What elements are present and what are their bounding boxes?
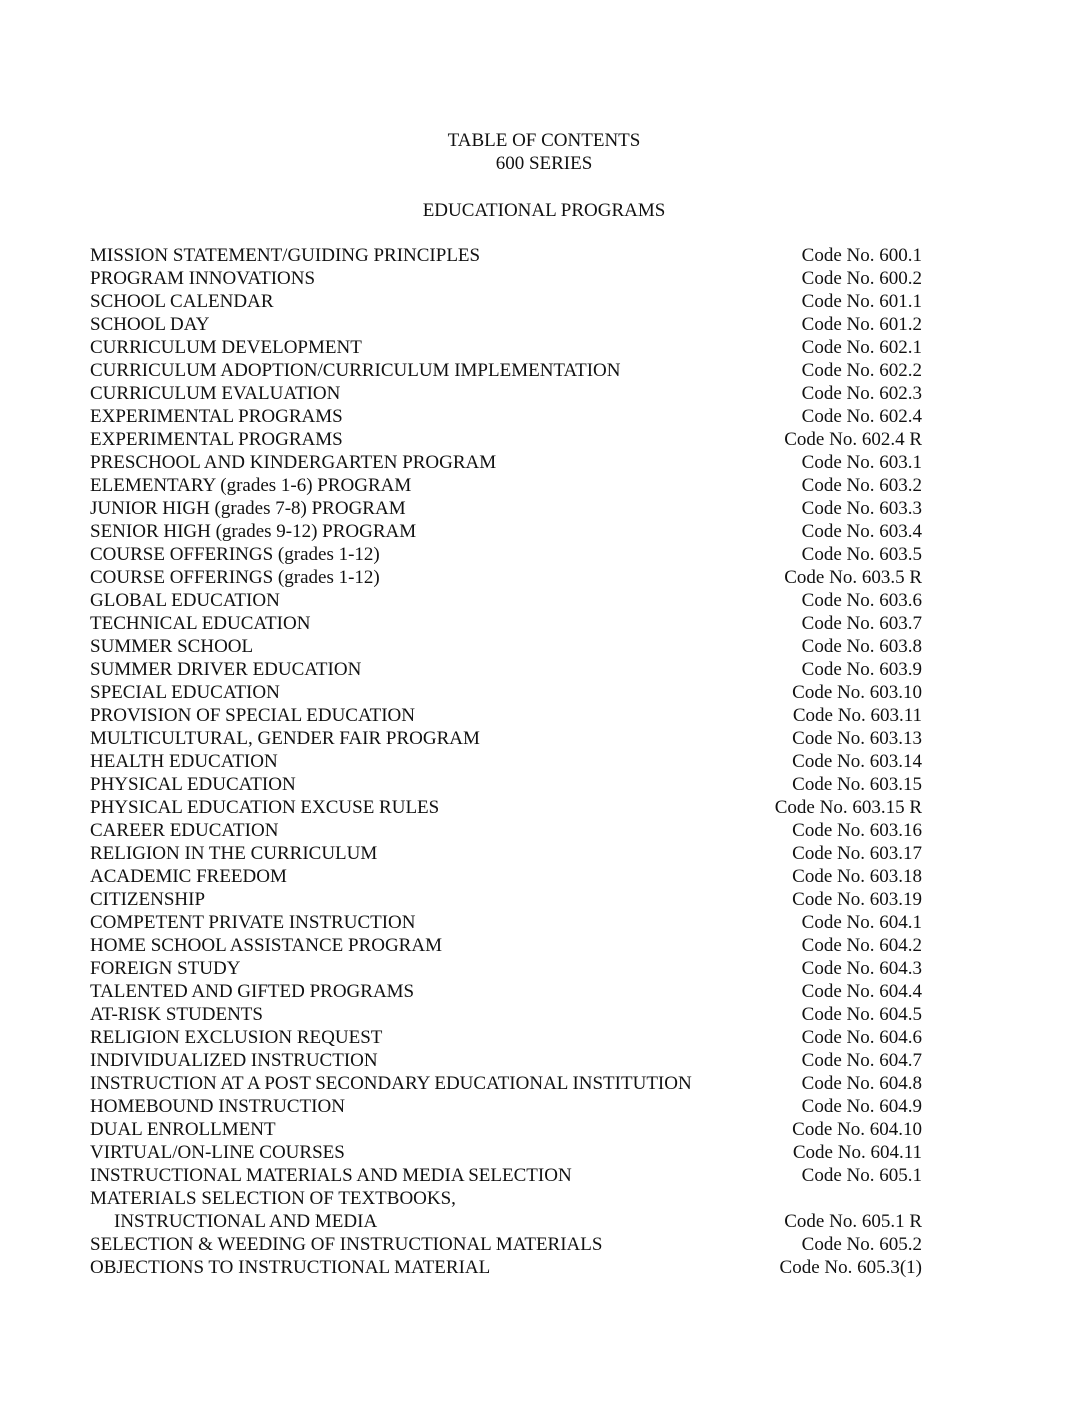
toc-entry — [90, 635, 922, 658]
toc-entry-code: Code No. 601.2 — [801, 314, 922, 335]
toc-entry-title: TALENTED AND GIFTED PROGRAMS — [90, 981, 415, 1002]
toc-entry — [90, 888, 922, 911]
toc-entry-title: MISSION STATEMENT/GUIDING PRINCIPLES — [90, 245, 481, 266]
toc-entry-title: HOME SCHOOL ASSISTANCE PROGRAM — [90, 935, 442, 956]
toc-entry — [90, 428, 922, 451]
toc-entry — [90, 405, 922, 428]
toc-entry — [90, 1095, 922, 1118]
toc-entry — [90, 290, 922, 313]
toc-entry — [90, 727, 922, 750]
toc-entry — [90, 1026, 922, 1049]
toc-entry-title: INSTRUCTIONAL AND MEDIA — [114, 1211, 378, 1232]
toc-entry — [90, 359, 922, 382]
toc-entry — [90, 612, 922, 635]
toc-entry-title: FOREIGN STUDY — [90, 958, 241, 979]
toc-entry-title: COMPETENT PRIVATE INSTRUCTION — [90, 912, 416, 933]
toc-entry-title: HEALTH EDUCATION — [90, 751, 278, 772]
toc-entry — [90, 1049, 922, 1072]
toc-entry — [90, 1256, 922, 1279]
toc-entry-title: JUNIOR HIGH (grades 7-8) PROGRAM — [90, 498, 406, 519]
toc-entry-title: DUAL ENROLLMENT — [90, 1119, 276, 1140]
toc-entry-code: Code No. 605.2 — [801, 1234, 922, 1255]
toc-entry-code: Code No. 602.1 — [801, 337, 922, 358]
toc-entry-title: COURSE OFFERINGS (grades 1-12) — [90, 544, 380, 565]
toc-entry-title: SPECIAL EDUCATION — [90, 682, 280, 703]
toc-entry-title: CAREER EDUCATION — [90, 820, 279, 841]
toc-entry-code: Code No. 604.9 — [801, 1096, 922, 1117]
toc-entry-code: Code No. 604.3 — [801, 958, 922, 979]
toc-entry-code: Code No. 604.2 — [801, 935, 922, 956]
toc-entry-title: EXPERIMENTAL PROGRAMS — [90, 429, 343, 450]
toc-entry-code: Code No. 603.5 R — [784, 567, 922, 588]
toc-entry — [90, 773, 922, 796]
toc-entry-code: Code No. 602.2 — [801, 360, 922, 381]
toc-entry-title: HOMEBOUND INSTRUCTION — [90, 1096, 345, 1117]
toc-entry — [90, 520, 922, 543]
toc-entry-code: Code No. 602.4 R — [784, 429, 922, 450]
toc-entry-title: CITIZENSHIP — [90, 889, 206, 910]
toc-entry-title: PHYSICAL EDUCATION — [90, 774, 296, 795]
toc-entry-code: Code No. 603.17 — [792, 843, 922, 864]
toc-entry — [90, 658, 922, 681]
toc-entry — [90, 1164, 922, 1187]
toc-entry-title: SELECTION & WEEDING OF INSTRUCTIONAL MATERIALS — [90, 1234, 603, 1255]
toc-entry — [90, 681, 922, 704]
toc-entry — [90, 543, 922, 566]
series-label: 600 SERIES — [495, 153, 593, 174]
document-title: TABLE OF CONTENTS — [447, 130, 641, 151]
toc-entry — [90, 957, 922, 980]
toc-entry-code: Code No. 604.8 — [801, 1073, 922, 1094]
toc-entry-code: Code No. 603.15 — [792, 774, 922, 795]
toc-entry-title: OBJECTIONS TO INSTRUCTIONAL MATERIAL — [90, 1257, 491, 1278]
toc-entry — [90, 750, 922, 773]
toc-entry — [90, 382, 922, 405]
toc-entry — [90, 1118, 922, 1141]
toc-entry — [90, 980, 922, 1003]
toc-entry-title: SCHOOL DAY — [90, 314, 210, 335]
toc-entry — [90, 865, 922, 888]
toc-entry-code: Code No. 603.15 R — [774, 797, 922, 818]
toc-entry — [90, 819, 922, 842]
toc-entry — [90, 911, 922, 934]
toc-entry-title: RELIGION EXCLUSION REQUEST — [90, 1027, 383, 1048]
toc-entry — [90, 497, 922, 520]
toc-entry-code: Code No. 603.10 — [792, 682, 922, 703]
toc-entry — [90, 474, 922, 497]
toc-entry — [90, 451, 922, 474]
toc-entry-code: Code No. 602.3 — [801, 383, 922, 404]
toc-entry-title: TECHNICAL EDUCATION — [90, 613, 311, 634]
toc-entry-code: Code No. 603.13 — [792, 728, 922, 749]
toc-entry-title: AT-RISK STUDENTS — [90, 1004, 263, 1025]
toc-entry — [90, 1187, 922, 1210]
toc-entry-code: Code No. 601.1 — [801, 291, 922, 312]
toc-entry — [90, 313, 922, 336]
toc-entry-code: Code No. 605.1 R — [784, 1211, 922, 1232]
table-of-contents — [90, 244, 922, 1279]
toc-entry-code: Code No. 604.10 — [792, 1119, 922, 1140]
toc-entry-title: CURRICULUM DEVELOPMENT — [90, 337, 362, 358]
toc-entry-code: Code No. 603.19 — [792, 889, 922, 910]
toc-entry-title: SENIOR HIGH (grades 9-12) PROGRAM — [90, 521, 417, 542]
toc-entry — [90, 1072, 922, 1095]
toc-entry — [90, 267, 922, 290]
toc-entry-code: Code No. 600.1 — [801, 245, 922, 266]
toc-entry-title: MATERIALS SELECTION OF TEXTBOOKS, — [90, 1188, 456, 1209]
toc-entry-title: COURSE OFFERINGS (grades 1-12) — [90, 567, 380, 588]
toc-entry — [90, 704, 922, 727]
toc-entry-title: EXPERIMENTAL PROGRAMS — [90, 406, 343, 427]
toc-entry-code: Code No. 603.9 — [801, 659, 922, 680]
toc-entry-code: Code No. 603.7 — [801, 613, 922, 634]
toc-entry-code: Code No. 604.5 — [801, 1004, 922, 1025]
toc-entry — [90, 1233, 922, 1256]
toc-entry — [90, 842, 922, 865]
toc-entry-title: RELIGION IN THE CURRICULUM — [90, 843, 378, 864]
toc-entry-code: Code No. 603.11 — [792, 705, 922, 726]
toc-entry-code: Code No. 604.4 — [801, 981, 922, 1002]
toc-entry — [90, 244, 922, 267]
toc-entry — [90, 796, 922, 819]
toc-entry-code: Code No. 600.2 — [801, 268, 922, 289]
toc-entry-code: Code No. 604.6 — [801, 1027, 922, 1048]
toc-entry-title: PROVISION OF SPECIAL EDUCATION — [90, 705, 415, 726]
toc-entry-title: INDIVIDUALIZED INSTRUCTION — [90, 1050, 378, 1071]
toc-entry-title: PHYSICAL EDUCATION EXCUSE RULES — [90, 797, 440, 818]
toc-entry-title: PRESCHOOL AND KINDERGARTEN PROGRAM — [90, 452, 497, 473]
toc-entry — [90, 934, 922, 957]
toc-entry-code: Code No. 604.7 — [801, 1050, 922, 1071]
toc-entry — [90, 566, 922, 589]
toc-entry-title: CURRICULUM EVALUATION — [90, 383, 341, 404]
toc-entry-title: PROGRAM INNOVATIONS — [90, 268, 316, 289]
toc-entry — [90, 1003, 922, 1026]
toc-entry — [90, 1141, 922, 1164]
toc-entry-code: Code No. 603.5 — [801, 544, 922, 565]
toc-entry-title: SUMMER DRIVER EDUCATION — [90, 659, 362, 680]
toc-entry-code: Code No. 603.4 — [801, 521, 922, 542]
toc-entry-code: Code No. 603.2 — [801, 475, 922, 496]
toc-entry — [90, 336, 922, 359]
toc-entry-title: CURRICULUM ADOPTION/CURRICULUM IMPLEMENTATION — [90, 360, 621, 381]
toc-entry-title: MULTICULTURAL, GENDER FAIR PROGRAM — [90, 728, 480, 749]
toc-entry-code: Code No. 604.1 — [801, 912, 922, 933]
toc-entry-title: ELEMENTARY (grades 1-6) PROGRAM — [90, 475, 412, 496]
toc-entry-code: Code No. 603.6 — [801, 590, 922, 611]
toc-entry-code: Code No. 603.1 — [801, 452, 922, 473]
toc-entry-code: Code No. 603.16 — [792, 820, 922, 841]
toc-entry-title: GLOBAL EDUCATION — [90, 590, 280, 611]
toc-entry-code: Code No. 603.14 — [792, 751, 922, 772]
toc-entry — [90, 1210, 922, 1233]
toc-entry-title: INSTRUCTION AT A POST SECONDARY EDUCATIONAL INSTITUTION — [90, 1073, 692, 1094]
toc-entry-code: Code No. 603.3 — [801, 498, 922, 519]
toc-entry — [90, 589, 922, 612]
toc-entry-code: Code No. 605.3(1) — [779, 1257, 922, 1278]
toc-entry-code: Code No. 605.1 — [801, 1165, 922, 1186]
toc-entry-title: SCHOOL CALENDAR — [90, 291, 274, 312]
toc-entry-code: Code No. 604.11 — [792, 1142, 922, 1163]
toc-entry-title: SUMMER SCHOOL — [90, 636, 254, 657]
toc-entry-title: ACADEMIC FREEDOM — [90, 866, 287, 887]
toc-entry-code: Code No. 603.8 — [801, 636, 922, 657]
toc-entry-title: VIRTUAL/ON-LINE COURSES — [90, 1142, 345, 1163]
toc-entry-code: Code No. 603.18 — [792, 866, 922, 887]
section-heading: EDUCATIONAL PROGRAMS — [422, 200, 666, 221]
toc-entry-code: Code No. 602.4 — [801, 406, 922, 427]
toc-entry-title: INSTRUCTIONAL MATERIALS AND MEDIA SELECTION — [90, 1165, 572, 1186]
